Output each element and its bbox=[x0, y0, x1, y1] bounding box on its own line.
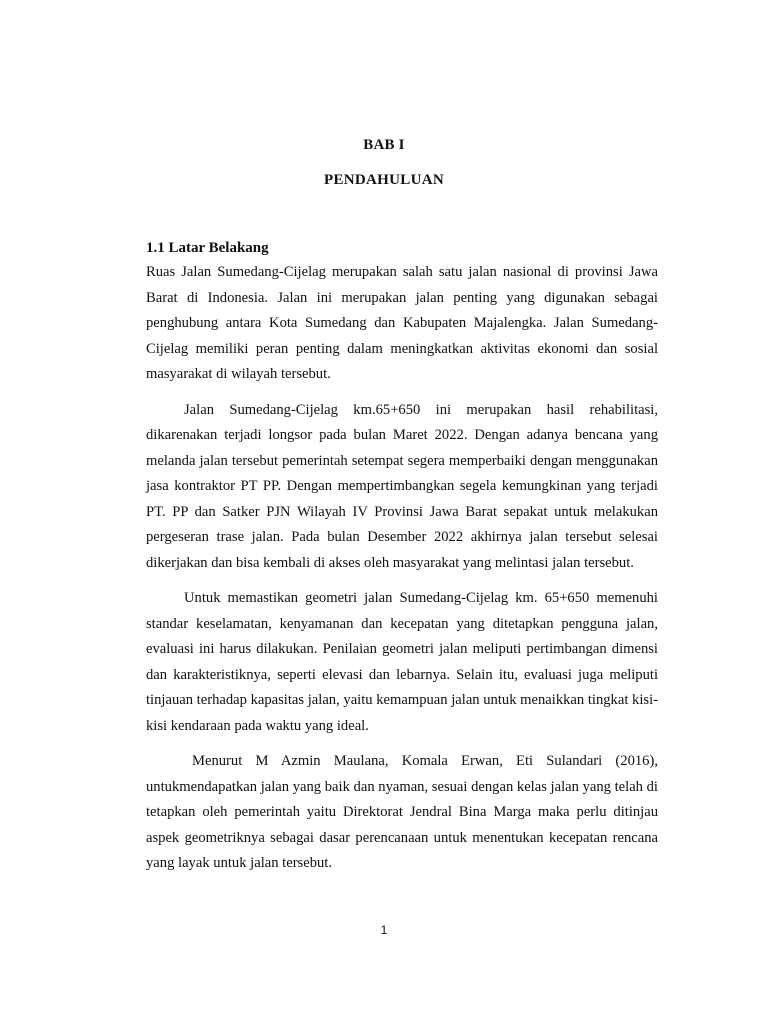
chapter-label: BAB I bbox=[363, 137, 405, 153]
paragraph-4: Menurut M Azmin Maulana, Komala Erwan, Eti Sulandari (2016), untukmendapatkan jalan yang baik dan nyaman, sesuai dengan kelas jalan yang telah di tetapkan oleh pemerintah yaitu Direktorat Jendral Bina Marga maka perlu ditinjau aspek geometriknya sebagai dasar perencanaan untuk menentukan kecepatan rencana yang layak untuk jalan tersebut. bbox=[146, 753, 658, 871]
paragraph-1: Ruas Jalan Sumedang-Cijelag merupakan salah satu jalan nasional di provinsi Jawa Barat di Indonesia. Jalan ini merupakan jalan penting yang digunakan sebagai penghubung antara Kota Sumedang dan Kabupaten Majalengka. Jalan Sumedang-Cijelag memiliki peran penting dalam meningkatkan aktivitas ekonomi dan sosial masyarakat di wilayah tersebut. bbox=[146, 264, 658, 382]
paragraph-2: Jalan Sumedang-Cijelag km.65+650 ini merupakan hasil rehabilitasi, dikarenakan terjadi longsor pada bulan Maret 2022. Dengan adanya bencana yang melanda jalan tersebut pemerintah setempat segera memperbaiki dengan menggunakan jasa kontraktor PT PP. Dengan mempertimbangkan segela kemungkinan yang terjadi PT. PP dan Satker PJN Wilayah IV Provinsi Jawa Barat sepakat untuk melakukan pergeseran trase jalan. Pada bulan Desember 2022 akhirnya jalan tersebut selesai dikerjakan dan bisa kembali di akses oleh masyarakat yang melintasi jalan tersebut. bbox=[146, 401, 658, 571]
document-body bbox=[146, 237, 658, 877]
section-heading: 1.1 Latar Belakang bbox=[146, 240, 269, 256]
page-number: 1 bbox=[380, 923, 388, 937]
paragraph-3: Untuk memastikan geometri jalan Sumedang-Cijelag km. 65+650 memenuhi standar keselamatan, kenyamanan dan kecepatan yang ditetapkan pengguna jalan, evaluasi ini harus dilakukan. Penilaian geometri jalan meliputi pertimbangan dimensi dan karakteristiknya, seperti elevasi dan lebarnya. Selain itu, evaluasi juga meliputi tinjauan terhadap kapasitas jalan, yaitu kemampuan jalan untuk menaikkan tingkat kisi-kisi kendaraan pada waktu yang ideal. bbox=[146, 590, 658, 734]
chapter-title: PENDAHULUAN bbox=[324, 172, 444, 188]
